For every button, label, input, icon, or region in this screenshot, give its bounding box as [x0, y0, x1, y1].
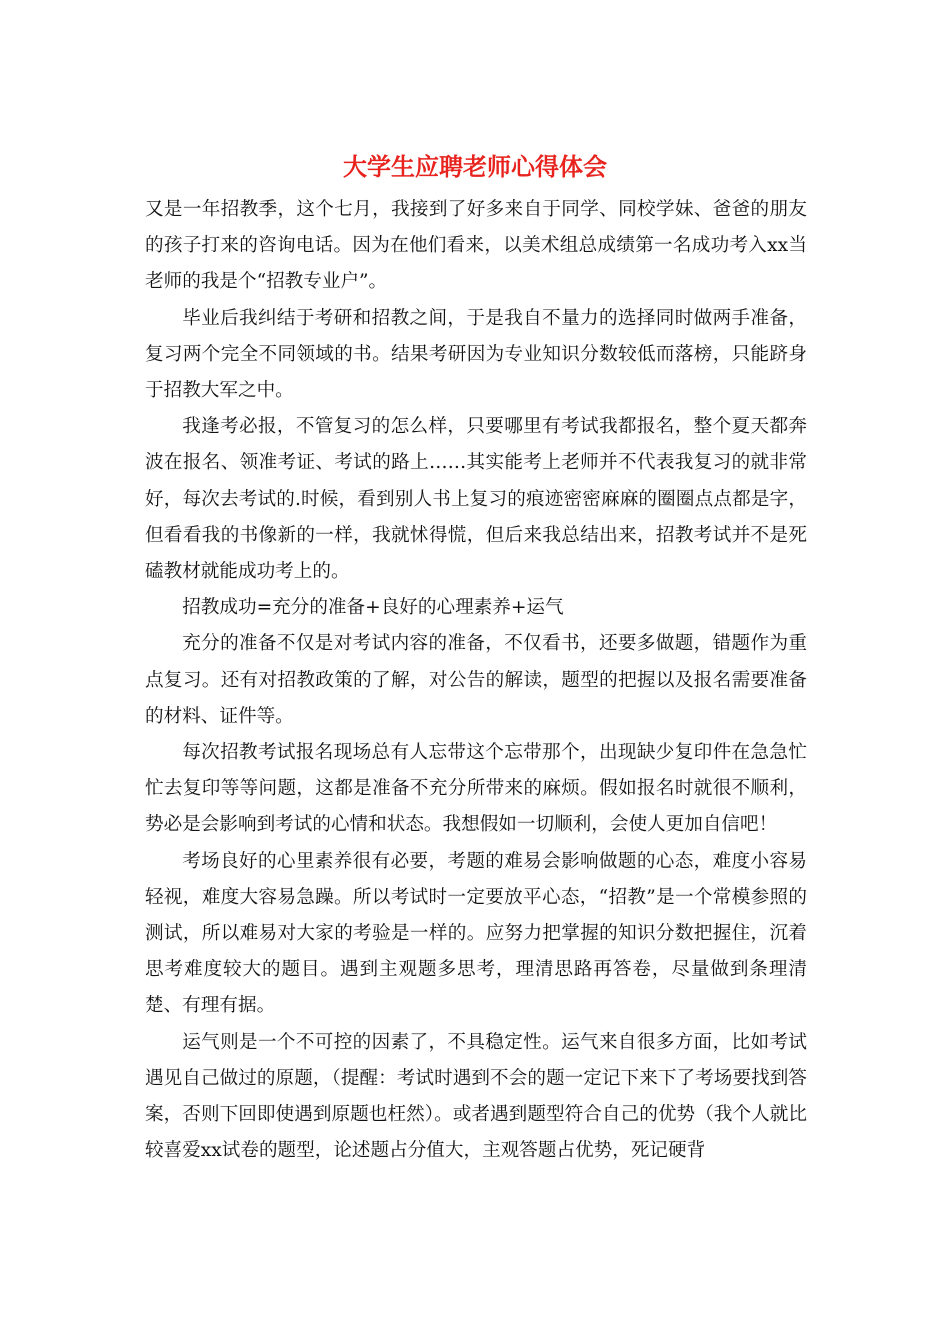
paragraph-8: 运气则是一个不可控的因素了，不具稳定性。运气来自很多方面，比如考试遇见自己做过的原题，（提醒：考试时遇到不会的题一定记下来下了考场要找到答案，否则下回即使遇到原题也枉然）。或者遇到题型符合自己的优势（我个人就比较喜爱xx试卷的题型，论述题占分值大，主观答题占优势，死记硬背 — [145, 1031, 807, 1162]
paragraph-4: 招教成功=充分的准备+良好的心理素养+运气 — [182, 597, 564, 619]
document-body — [145, 192, 807, 1169]
paragraph-7: 考场良好的心里素养很有必要，考题的难易会影响做题的心态，难度小容易轻视，难度大容易急躁。所以考试时一定要放平心态，“招教”是一个常模参照的测试，所以难易对大家的考验是一样的。应努力把掌握的知识分数把握住，沉着思考难度较大的题目。遇到主观题多思考，理清思路再答卷，尽量做到条理清楚、有理有据。 — [145, 850, 807, 1017]
paragraph-6: 每次招教考试报名现场总有人忘带这个忘带那个，出现缺少复印件在急急忙忙去复印等等问题，这都是准备不充分所带来的麻烦。假如报名时就很不顺利，势必是会影响到考试的心情和状态。我想假如一切顺利，会使人更加自信吧！ — [145, 742, 807, 836]
paragraph-5: 充分的准备不仅是对考试内容的准备，不仅看书，还要多做题，错题作为重点复习。还有对招教政策的了解，对公告的解读，题型的把握以及报名需要准备的材料、证件等。 — [145, 633, 807, 727]
document-title: 大学生应聘老师心得体会 — [343, 152, 607, 181]
paragraph-1: 又是一年招教季，这个七月，我接到了好多来自于同学、同校学妹、爸爸的朋友的孩子打来的咨询电话。因为在他们看来，以美术组总成绩第一名成功考入xx当老师的我是个“招教专业户”。 — [145, 199, 807, 293]
paragraph-2: 毕业后我纠结于考研和招教之间，于是我自不量力的选择同时做两手准备，复习两个完全不同领域的书。结果考研因为专业知识分数较低而落榜，只能跻身于招教大军之中。 — [145, 307, 807, 402]
paragraph-3: 我逢考必报，不管复习的怎么样，只要哪里有考试我都报名，整个夏天都奔波在报名、领准考证、考试的路上……其实能考上老师并不代表我复习的就非常好，每次去考试的.时候，看到别人书上复习的痕迹密密麻麻的圈圈点点都是字，但看看我的书像新的一样，我就怵得慌，但后来我总结出来，招教考试并不是死磕教材就能成功考上的。 — [145, 416, 807, 583]
